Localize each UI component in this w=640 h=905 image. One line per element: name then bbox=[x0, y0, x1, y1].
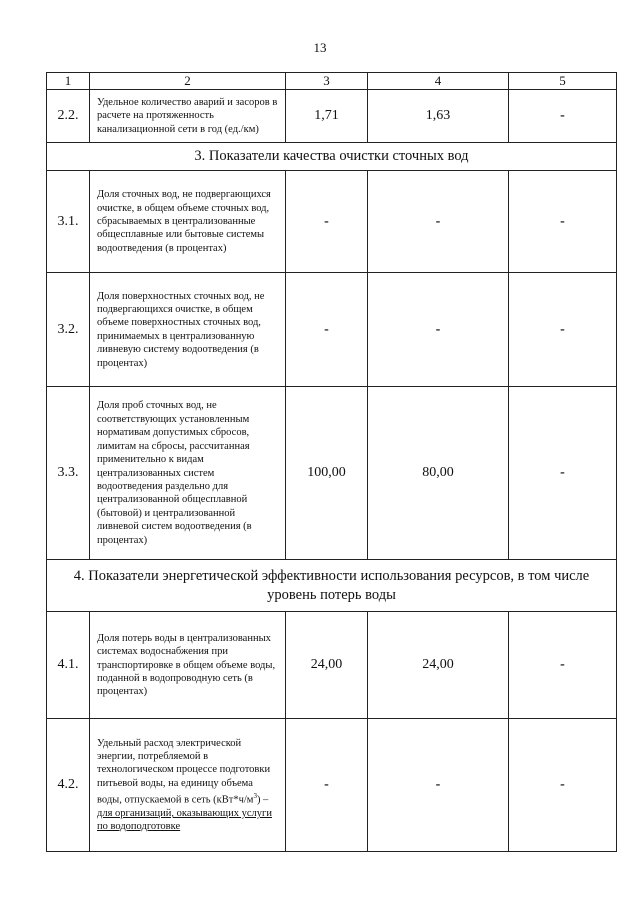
indicator-description: Удельное количество аварий и засоров в расчете на протяженность канализационной сети в год (ед./км) bbox=[90, 90, 286, 143]
value-col-3: 100,00 bbox=[286, 387, 368, 560]
column-header-row bbox=[47, 73, 617, 90]
table-row bbox=[47, 90, 617, 143]
superscript: 3 bbox=[253, 792, 257, 801]
section-title: 3. Показатели качества очистки сточных вод bbox=[47, 143, 617, 171]
table-row bbox=[47, 387, 617, 560]
description-text: ) – bbox=[256, 794, 269, 806]
table-row bbox=[47, 612, 617, 719]
value-col-3: 24,00 bbox=[286, 612, 368, 719]
value-col-4: 1,63 bbox=[368, 90, 509, 143]
row-number: 3.2. bbox=[47, 273, 90, 387]
column-header: 5 bbox=[509, 73, 617, 90]
row-number: 3.1. bbox=[47, 171, 90, 273]
description-text: Удельный расход электрической энергии, потребляемой в технологическом процессе подготовки питьевой воды, на единицу объема воды, отпускаемой в сеть (кВт*ч/м bbox=[97, 737, 271, 806]
section-row bbox=[47, 143, 617, 171]
page-number: 13 bbox=[313, 40, 327, 55]
value-col-5: - bbox=[509, 387, 617, 560]
value-col-3: 1,71 bbox=[286, 90, 368, 143]
indicators-table bbox=[46, 72, 617, 852]
value-col-4: 24,00 bbox=[368, 612, 509, 719]
row-number: 4.2. bbox=[47, 719, 90, 852]
value-col-5: - bbox=[509, 171, 617, 273]
table-row bbox=[47, 273, 617, 387]
value-col-4: - bbox=[368, 273, 509, 387]
value-col-3: - bbox=[286, 171, 368, 273]
column-header: 4 bbox=[368, 73, 509, 90]
underlined-clause: для организаций, оказывающих услуги по водоподготовке bbox=[97, 808, 272, 833]
value-col-5: - bbox=[509, 612, 617, 719]
indicator-description: Доля проб сточных вод, не соответствующих установленным нормативам допустимых сбросов, лимитам на сбросы, рассчитанная применительно к видам централизованных систем водоотведения раздельно для централизованной общесплавной (бытовой) и централизованной ливневой систем водоотведения (в процентах) bbox=[90, 387, 286, 560]
row-number: 4.1. bbox=[47, 612, 90, 719]
row-number: 3.3. bbox=[47, 387, 90, 560]
table-row bbox=[47, 719, 617, 852]
value-col-3: - bbox=[286, 273, 368, 387]
value-col-3: - bbox=[286, 719, 368, 852]
column-header: 3 bbox=[286, 73, 368, 90]
section-row bbox=[47, 560, 617, 612]
indicator-description: Доля сточных вод, не подвергающихся очистке, в общем объеме сточных вод, сбрасываемых в централизованные общесплавные или бытовые системы водоотведения (в процентах) bbox=[90, 171, 286, 273]
column-header: 2 bbox=[90, 73, 286, 90]
section-title: 4. Показатели энергетической эффективности использования ресурсов, в том числе уровень потерь воды bbox=[47, 560, 617, 612]
value-col-5: - bbox=[509, 90, 617, 143]
indicator-description: Доля поверхностных сточных вод, не подвергающихся очистке, в общем объеме поверхностных сточных вод, принимаемых в централизованную ливневую систему водоотведения (в процентах) bbox=[90, 273, 286, 387]
indicator-description bbox=[90, 719, 286, 852]
value-col-4: - bbox=[368, 719, 509, 852]
value-col-5: - bbox=[509, 273, 617, 387]
value-col-4: 80,00 bbox=[368, 387, 509, 560]
value-col-4: - bbox=[368, 171, 509, 273]
column-header: 1 bbox=[47, 73, 90, 90]
table-row bbox=[47, 171, 617, 273]
row-number: 2.2. bbox=[47, 90, 90, 143]
value-col-5: - bbox=[509, 719, 617, 852]
indicator-description: Доля потерь воды в централизованных системах водоснабжения при транспортировке в общем объеме воды, поданной в водопроводную сеть (в процентах) bbox=[90, 612, 286, 719]
